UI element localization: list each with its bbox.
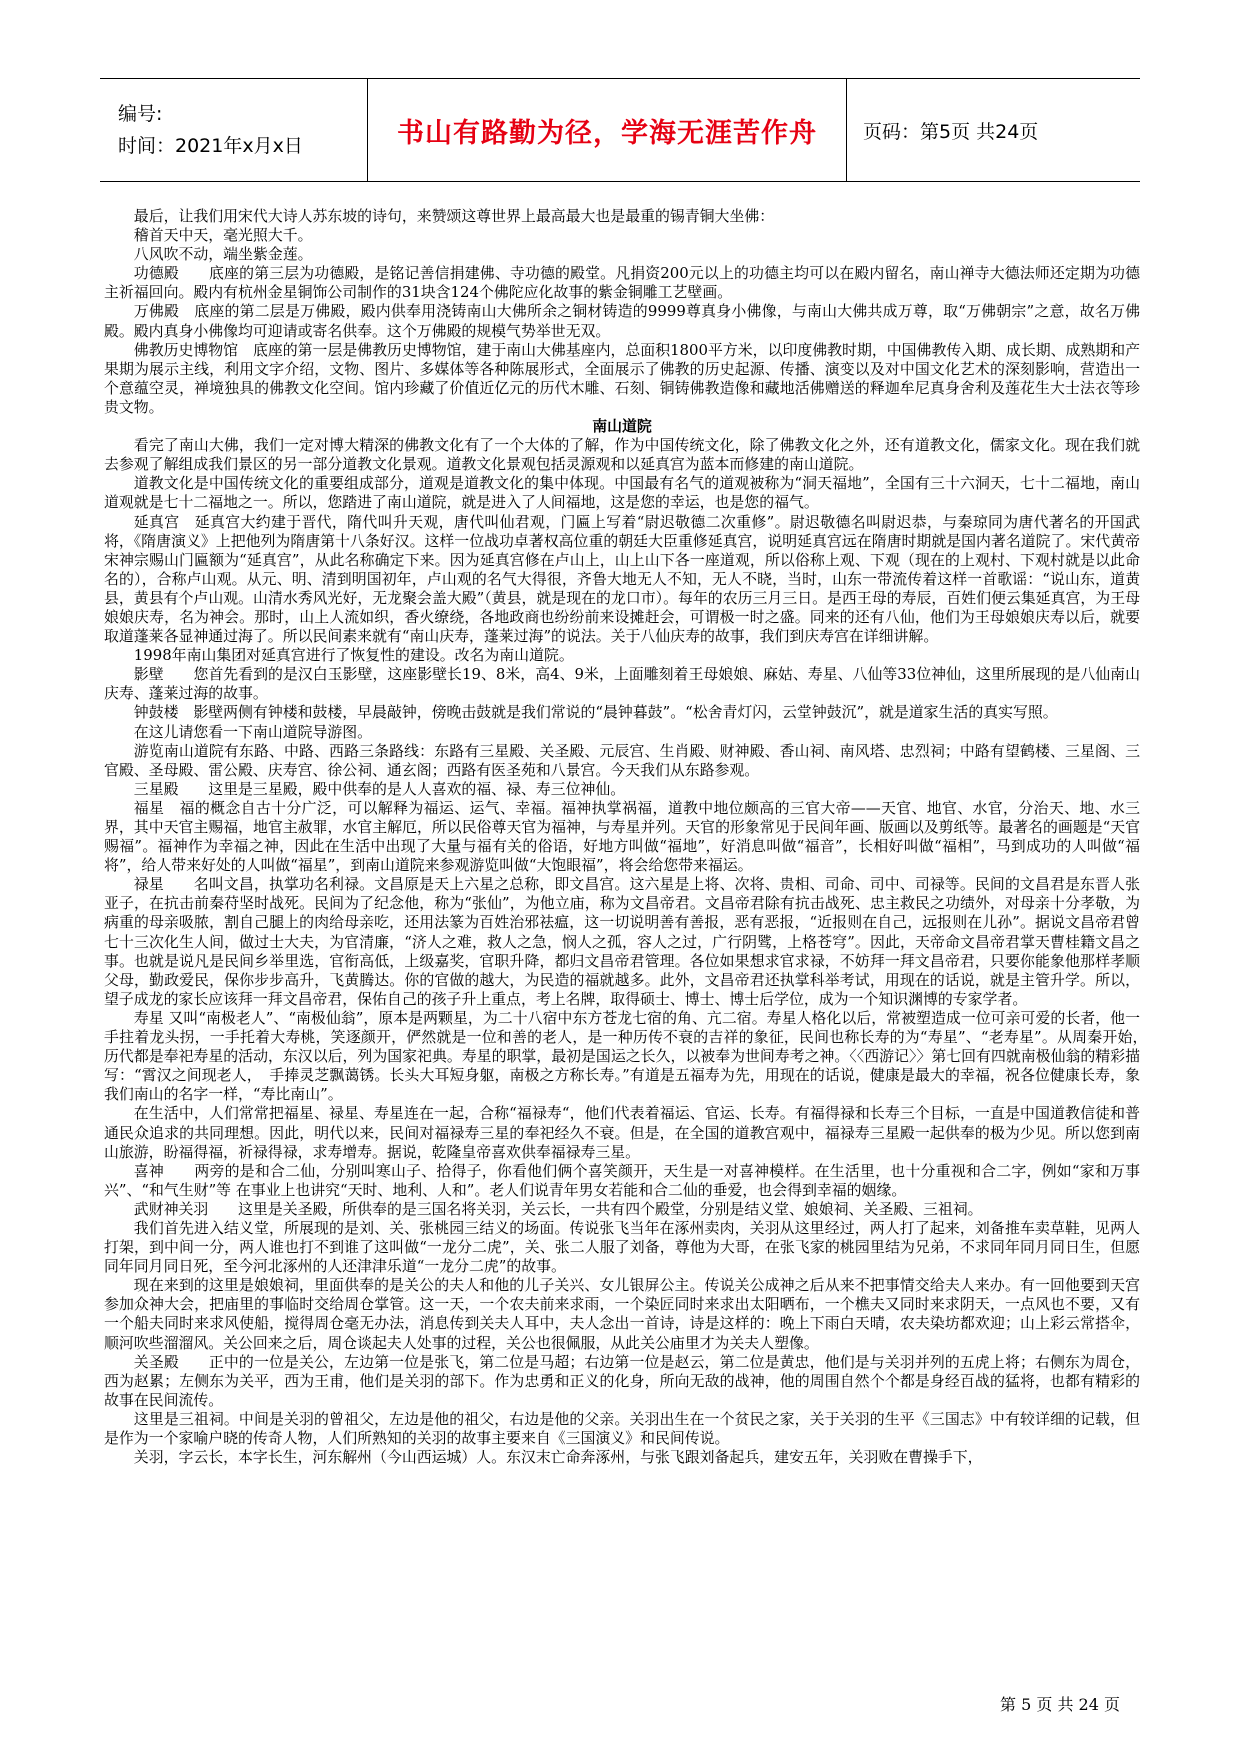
header-page-info: 页码：第5页 共24页	[863, 120, 1039, 143]
paragraph: 万佛殿 底座的第二层是万佛殿，殿内供奉用浇铸南山大佛所余之铜材铸造的9999尊真身小佛像，与南山大佛共成万尊，取“万佛朝宗”之意，故名万佛殿。殿内真身小佛像均可迎请或寄名供奉。这个万佛殿的规模气势举世无双。	[104, 302, 1140, 340]
header-motto-cell	[367, 79, 847, 181]
paragraph: 武财神关羽 这里是关圣殿，所供奉的是三国名将关羽，关云长，一共有四个殿堂，分别是结义堂、娘娘祠、关圣殿、三祖祠。	[133, 1199, 983, 1218]
paragraph: 关羽，字云长，本字长生，河东解州（今山西运城）人。东汉末亡命奔涿州，与张飞跟刘备起兵，建安五年，关羽败在曹操手下，	[133, 1448, 983, 1467]
header-page-cell	[847, 79, 1140, 181]
poem-line: 稽首天中天，毫光照大千。	[133, 226, 313, 245]
paragraph: 这里是三祖祠。中间是关羽的曾祖父，左边是他的祖父，右边是他的父亲。关羽出生在一个贫民之家，关于关羽的生平《三国志》中有较详细的记载，但是作为一个家喻户晓的传奇人物，人们所熟知的关羽的故事主要来自《三国演义》和民间传说。	[104, 1409, 1140, 1447]
paragraph: 影壁 您首先看到的是汉白玉影壁，这座影壁长19、8米，高4、9米，上面雕刻着王母娘娘、麻姑、寿星、八仙等33位神仙，这里所展现的是八仙南山庆寿、蓬莱过海的故事。	[104, 665, 1140, 703]
page-footer-number: 第 5 页 共 24 页	[1000, 1695, 1120, 1714]
header-left-cell	[100, 79, 367, 181]
paragraph: 最后，让我们用宋代大诗人苏东坡的诗句，来赞颂这尊世界上最高最大也是最重的锡青铜大坐佛：	[133, 207, 775, 225]
paragraph: 在生活中，人们常常把福星、禄星、寿星连在一起，合称“福禄寿“，他们代表着福运、官运、长寿。有福得禄和长寿三个目标，一直是中国道教信徒和普通民众追求的共同理想。因此，明代以来，民间对福禄寿三星的奉祀经久不衰。但是，在全国的道教宫观中，福禄寿三星殿一起供奉的极为少见。所以您到南山旅游，盼福得福，祈禄得禄，求寿增寿。据说，乾隆皇帝喜欢供奉福禄寿三星。	[104, 1104, 1140, 1161]
section-title: 南山道院	[592, 417, 652, 436]
paragraph: 现在来到的这里是娘娘祠，里面供奉的是关公的夫人和他的儿子关兴、女儿银屏公主。传说关公成神之后从来不把事情交给夫人来办。有一回他要到天宫参加众神大会，把庙里的事临时交给周仓掌管。这一天，一个农夫前来求雨，一个染匠同时来求出太阳晒布，一个樵夫又同时来求阴天，一点风也不要，又有一个船夫同时来求风使船，搅得周仓毫无办法，消息传到关夫人耳中，夫人念出一首诗，诗是这样的：晚上下雨白天晴，农夫染坊都欢迎；山上彩云常搭伞，顺河吹些溜溜风。关公回来之后，周仓谈起夫人处事的过程，关公也很佩服，从此关公庙里才为关夫人塑像。	[104, 1276, 1140, 1352]
document-body	[104, 207, 1185, 1467]
paragraph: 我们首先进入结义堂，所展现的是刘、关、张桃园三结义的场面。传说张飞当年在涿州卖肉，关羽从这里经过，两人打了起来，刘备推车卖草鞋，见两人打架，到中间一分，两人谁也打不到谁了这叫做“一龙分二虎”，关、张二人服了刘备，尊他为大哥，在张飞家的桃园里结为兄弟，不求同年同月同日生，但愿同年同月同日死，至今河北涿州的人还津津乐道“一龙分二虎”的故事。	[104, 1218, 1140, 1276]
paragraph: 喜神 两旁的是和合二仙，分别叫寒山子、拾得子，你看他们俩个喜笑颜开，天生是一对喜神模样。在生活里，也十分重视和合二字，例如“家和万事兴”、“和气生财”等 在事业上也讲究“天时、地利、人和”。老人们说青年男女若能和合二仙的垂爱，也会得到幸福的姻缘。	[104, 1161, 1140, 1199]
paragraph: 福星 福的概念自古十分广泛，可以解释为福运、运气、幸福。福神执掌祸福，道教中地位颇高的三官大帝——天官、地官、水官，分治天、地、水三界，其中天官主赐福，地官主赦罪，水官主解厄，所以民俗尊天官为福神，与寿星并列。天官的形象常见于民间年画、版画以及剪纸等。最著名的画题是“天官赐福”。福神作为幸福之神，因此在生活中出现了大量与福有关的俗语，好地方叫做“福地”，好消息叫做“福音”，长相好叫做“福相”，马到成功的人叫做“福将”，给人带来好处的人叫做“福星”，到南山道院来参观游览叫做“大饱眼福”，将会给您带来福运。	[104, 798, 1140, 875]
paragraph: 延真宫 延真宫大约建于晋代，隋代叫升天观，唐代叫仙君观，门匾上写着“尉迟敬德二次重修”。尉迟敬德名叫尉迟恭，与秦琼同为唐代著名的开国武将，《隋唐演义》上把他列为隋唐第十八条好汉。这样一位战功卓著权高位重的朝廷大臣重修延真宫，说明延真宫远在隋唐时期就是国内著名道院了。宋代黄帝宋神宗赐山门匾额为“延真宫”，从此名称确定下来。因为延真宫修在卢山上，山上山下各一座道观，所以俗称上观、下观（现在的上观村、下观村就是以此命名的），合称卢山观。从元、明、清到明国初年，卢山观的名气大得很，齐鲁大地无人不知，无人不晓，当时，山东一带流传着这样一首歌谣：“说山东，道黄县，黄县有个卢山观。山清水秀风光好，无龙聚会盖大殿”（黄县，就是现在的龙口市）。每年的农历三月三日。是西王母的寿辰，百姓们便云集延真宫，为王母娘娘庆寿，名为神会。那时，山上人流如织，香火缭绕，各地政商也纷纷前来设摊赶会，可谓极一时之盛。同来的还有八仙，他们为王母娘娘庆寿以后，就要取道蓬莱各显神通过海了。所以民间素来就有“南山庆寿，蓬莱过海”的说法。关于八仙庆寿的故事，我们到庆寿宫在详细讲解。	[104, 512, 1140, 646]
paragraph: 功德殿 底座的第三层为功德殿，是铭记善信捐建佛、寺功德的殿堂。凡捐资200元以上的功德主均可以在殿内留名，南山禅寺大德法师还定期为功德主祈福回向。殿内有杭州金星铜饰公司制作的31块含124个佛陀应化故事的紫金铜雕工艺壁画。	[104, 264, 1140, 302]
paragraph: 道教文化是中国传统文化的重要组成部分，道观是道教文化的集中体现。中国最有名气的道观被称为“洞天福地”，全国有三十六洞天，七十二福地，南山道观就是七十二福地之一。所以，您踏进了南山道院，就是进入了人间福地，这是您的幸运，也是您的福气。	[104, 474, 1140, 512]
document-number-label: 编号:	[118, 103, 163, 125]
paragraph: 寿星 又叫“南极老人”、“南极仙翁”，原本是两颗星，为二十八宿中东方苍龙七宿的角、亢二宿。寿星人格化以后，常被塑造成一位可亲可爱的长者，他一手拄着龙头拐，一手托着大寿桃，笑逐颜开，俨然就是一位和善的老人，是一种历传不衰的吉祥的象征，民间也称长寿的为“寿星”、“老寿星”。从周秦开始， 历代都是奉祀寿星的活动，东汉以后，列为国家祀典。寿星的职掌，最初是国运之长久，以被奉为世间寿考之神。〈〈西游记〉〉第七回有四就南极仙翁的精彩描写：“霄汉之间现老人， 手捧灵芝飘蔼锈。长头大耳短身躯，南极之方称长寿。”有道是五福寿为先，用现在的话说，健康是最大的幸福，祝各位健康长寿，象我们南山的名字一样，“寿比南山”。	[104, 1008, 1185, 1104]
page-header	[100, 78, 1140, 182]
paragraph: 游览南山道院有东路、中路、西路三条路线：东路有三星殿、关圣殿、元辰宫、生肖殿、财神殿、香山祠、南风塔、忠烈祠；中路有望鹤楼、三星阁、三官殿、圣母殿、雷公殿、庆寿宫、徐公祠、通玄阁；西路有医圣苑和八景宫。今天我们从东路参观。	[104, 741, 1140, 779]
document-time-label: 时间：2021年x月x日	[118, 135, 303, 157]
paragraph: 在这儿请您看一下南山道院导游图。	[133, 722, 373, 741]
paragraph: 关圣殿 正中的一位是关公，左边第一位是张飞，第二位是马超；右边第一位是赵云，第二位是黄忠，他们是与关羽并列的五虎上将；右侧东为周仓，西为赵累；左侧东为关平，西为王甫，他们是关羽的部下。作为忠勇和正义的化身，所向无敌的战神，他的周围自然个个都是身经百战的猛将，也都有精彩的故事在民间流传。	[104, 1352, 1140, 1409]
paragraph: 佛教历史博物馆 底座的第一层是佛教历史博物馆，建于南山大佛基座内，总面积1800平方米，以印度佛教时期，中国佛教传入期、成长期、成熟期和产果期为展示主线，利用文字介绍，文物、图片、多媒体等各种陈展形式，全面展示了佛教的历史起源、传播、演变以及对中国文化艺术的深刻影响，营造出一个意蕴空灵，禅境独具的佛教文化空间。馆内珍藏了价值近亿元的历代木雕、石刻、铜铸佛教造像和藏地活佛赠送的释迦牟尼真身舍利及莲花生大士法衣等珍贵文物。	[104, 340, 1140, 416]
paragraph: 1998年南山集团对延真宫进行了恢复性的建设。改名为南山道院。	[133, 646, 574, 665]
poem-line: 八风吹不动，端坐紫金莲。	[133, 245, 313, 264]
paragraph: 看完了南山大佛，我们一定对博大精深的佛教文化有了一个大体的了解，作为中国传统文化，除了佛教文化之外，还有道教文化，儒家文化。现在我们就去参观了解组成我们景区的另一部分道教文化景观。道教文化景观包括灵源观和以延真宫为蓝本而修建的南山道院。	[104, 436, 1140, 474]
header-motto: 书山有路勤为径，学海无涯苦作舟	[397, 117, 817, 149]
paragraph: 钟鼓楼 影壁两侧有钟楼和鼓楼，早晨敲钟，傍晚击鼓就是我们常说的“晨钟暮鼓”。“松舍青灯闪，云堂钟鼓沉”，就是道家生活的真实写照。	[133, 703, 1058, 722]
paragraph: 禄星 名叫文昌，执掌功名利禄。文昌原是天上六星之总称，即文昌宫。这六星是上将、次将、贵相、司命、司中、司禄等。民间的文昌君是东晋人张亚子，在抗击前秦苻坚时战死。民间为了纪念他，称为“张仙”，为他立庙，称为文昌帝君。文昌帝君除有抗击战死、忠主救民之功绩外，对母亲十分孝敬，为病重的母亲吸脓，割自己腿上的肉给母亲吃，还用法篆为百姓治邪祛瘟，这一切说明善有善报，恶有恶报，“近报则在自己，远报则在儿孙”。据说文昌帝君曾七十三次化生人间，做过士大夫，为官清廉，“济人之难，救人之急，悯人之孤，容人之过，广行阴骘，上格苍穹”。因此，天帝命文昌帝君掌天曹桂籍文昌之事。也就是说凡是民间乡举里选，官衔高低，上级嘉奖，官职升降，都归文昌帝君管理。各位如果想求官求禄，不妨拜一拜文昌帝君，只要你能象他那样孝顺父母，勤政爱民，保你步步高升，飞黄腾达。你的官做的越大，为民造的福就越多。此外，文昌帝君还执掌科举考试，用现在的话说，就是主管升学。所以，望子成龙的家长应该拜一拜文昌帝君，保佑自己的孩子升上重点，考上名牌，取得硕士、博士、博士后学位，成为一个知识渊博的专家学者。	[104, 875, 1140, 1008]
paragraph: 三星殿 这里是三星殿，殿中供奉的是人人喜欢的福、禄、寿三位神仙。	[133, 779, 626, 798]
